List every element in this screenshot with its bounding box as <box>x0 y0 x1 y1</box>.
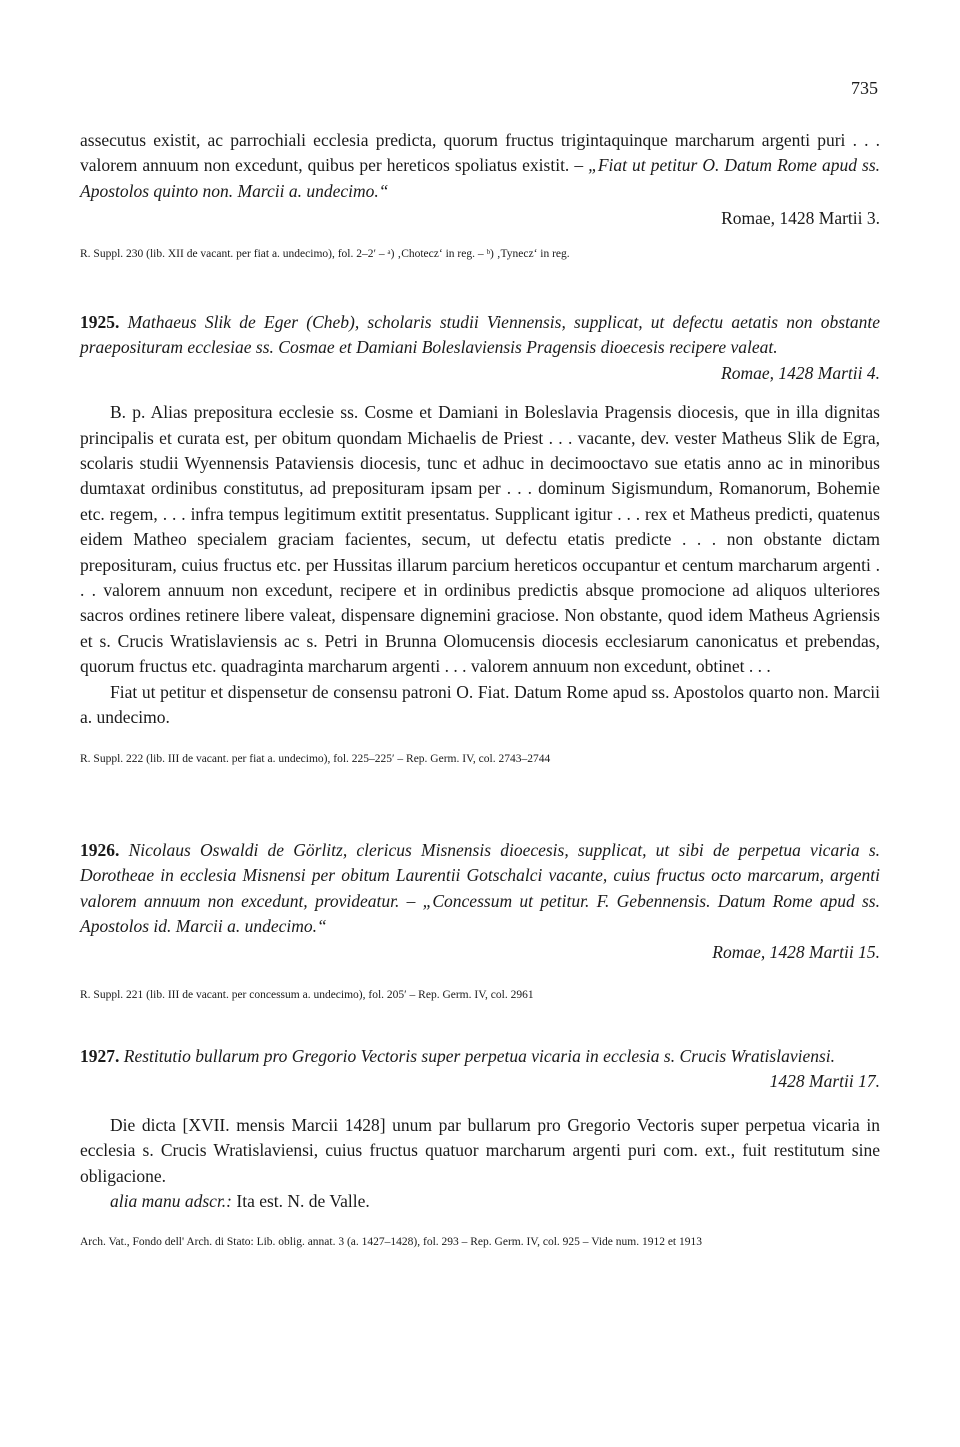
entry-number: 1926. <box>80 840 120 860</box>
intro-footnote: R. Suppl. 230 (lib. XII de vacant. per fiat a. undecimo), fol. 2–2′ – ᵃ) ‚Chotecz‘ in reg. – ᵇ) ‚Tynecz‘ in reg. <box>80 247 570 260</box>
entry-date: Romae, 1428 Martii 4. <box>721 362 880 383</box>
entry-heading-text: Nicolaus Oswaldi de Görlitz, clericus Misnensis dioecesis, supplicat, ut sibi de perpetua vicaria s. Dorotheae in ecclesia Misnensi per obitum Laurentii Gotschalci vacante, cuius fructus octo marcarum, argenti valorem annuum non excedunt, provideatur. – „Concessum ut petitur. F. Gebennensis. Datum Rome apud ss. Apostolos id. Marcii a. undecimo.“ <box>80 840 881 937</box>
entry-body: B. p. Alias prepositura ecclesie ss. Cosme et Damiani in Boleslavia Pragensis diocesis, que in illa dignitas principalis et curata est, per obitum quondam Michaelis de Priest . . . vacante, dev. vester Matheus Slik de Egra, scolaris studii Wyennensis Pataviensis diocesis, tunc et adhuc in decimooctavo sue etatis anno ac in minoribus dumtaxat ordinibus constitutus, ad preposituram ipsam per . . . dominum Sigismundum, Romanorum, Bohemie etc. regem, . . . infra tempus legitimum extitit presentatus. Supplicant igitur . . . rex et Matheus predicti, quatenus eidem Matheo specialem graciam facientes, secum, ut defectu etatis predicte . . . non obstante dictam preposituram, cuius fructus etc. per Hussitas illarum parcium hereticos occupantur et centum marcharum argenti . . . valorem annuum non excedunt, recipere et in ordinibus predictis absque promocione ad aliquos ulteriores sacros ordines retinere libere valeat, dispensare dignemini graciose. Non obstante, quod idem Matheus Agriensis et s. Crucis Wratislaviensis ac s. Petri in Brunna Olomucensis diocesis ecclesiarum canonicatus et prebendas, quorum fructus etc. quadraginta marcharum argenti . . . valorem annuum non excedunt, obtinet . . . <box>80 402 880 677</box>
entry-number: 1927. <box>80 1046 120 1066</box>
intro-section <box>80 128 880 262</box>
intro-date: Romae, 1428 Martii 3. <box>721 208 880 229</box>
entry-heading <box>80 1044 880 1069</box>
entry-heading-text: Mathaeus Slik de Eger (Cheb), scholaris studii Viennensis, supplicat, ut defectu aetatis non obstante praeposituram ecclesiae ss. Cosmae et Damiani Boleslaviensis Pragensis dioecesis recipere valeat. <box>80 312 880 358</box>
entry-body: Die dicta [XVII. mensis Marcii 1428] unum par bullarum pro Gregorio Vectoris super perpetua vicaria in ecclesia s. Crucis Wratislaviensi, cuius fructus quatuor marcharum argenti puri com. ext., fuit restitutum sine obligacione. <box>80 1114 880 1186</box>
intro-text: assecutus existit, ac parrochiali ecclesia predicta, quorum fructus trigintaquinque marcharum argenti puri . . . valorem annuum non excedunt, quibus per hereticos spoliatus existit. – <box>80 130 880 176</box>
page-number: 735 <box>851 78 878 98</box>
entry-date: 1428 Martii 17. <box>769 1071 880 1092</box>
entry-footnote: R. Suppl. 221 (lib. III de vacant. per concessum a. undecimo), fol. 205′ – Rep. Germ. IV, col. 2961 <box>80 989 534 1002</box>
entry-heading <box>80 838 880 940</box>
intro-quote: „Fiat ut petitur O. Datum Rome apud ss. Apostolos quinto non. Marcii a. undecimo.“ <box>80 155 881 201</box>
entry-heading-text: Restitutio bullarum pro Gregorio Vectoris super perpetua vicaria in ecclesia s. Crucis Wratislaviensi. <box>123 1046 836 1066</box>
entry-footnote: R. Suppl. 222 (lib. III de vacant. per fiat a. undecimo), fol. 225–225′ – Rep. Germ. IV, col. 2743–2744 <box>80 752 551 765</box>
entry-1927 <box>80 1044 880 1250</box>
entry-heading <box>80 310 880 361</box>
entry-1926 <box>80 838 880 1003</box>
entry-number: 1925. <box>80 312 120 332</box>
entry-1925 <box>80 310 880 767</box>
annotation-text: Ita est. N. de Valle. <box>232 1191 370 1212</box>
intro-paragraph <box>80 128 880 204</box>
entry-date: Romae, 1428 Martii 15. <box>712 941 880 962</box>
entry-body-annotation <box>80 1189 880 1214</box>
entry-body-decision: Fiat ut petitur et dispensetur de consensu patroni O. Fiat. Datum Rome apud ss. Apostolos quarto non. Marcii a. undecimo. <box>80 681 880 728</box>
annotation-label: alia manu adscr.: <box>110 1191 233 1212</box>
entry-footnote: Arch. Vat., Fondo dell' Arch. di Stato: Lib. oblig. annat. 3 (a. 1427–1428), fol. 293 – Rep. Germ. IV, col. 925 – Vide num. 1912 et 1913 <box>80 1236 702 1249</box>
